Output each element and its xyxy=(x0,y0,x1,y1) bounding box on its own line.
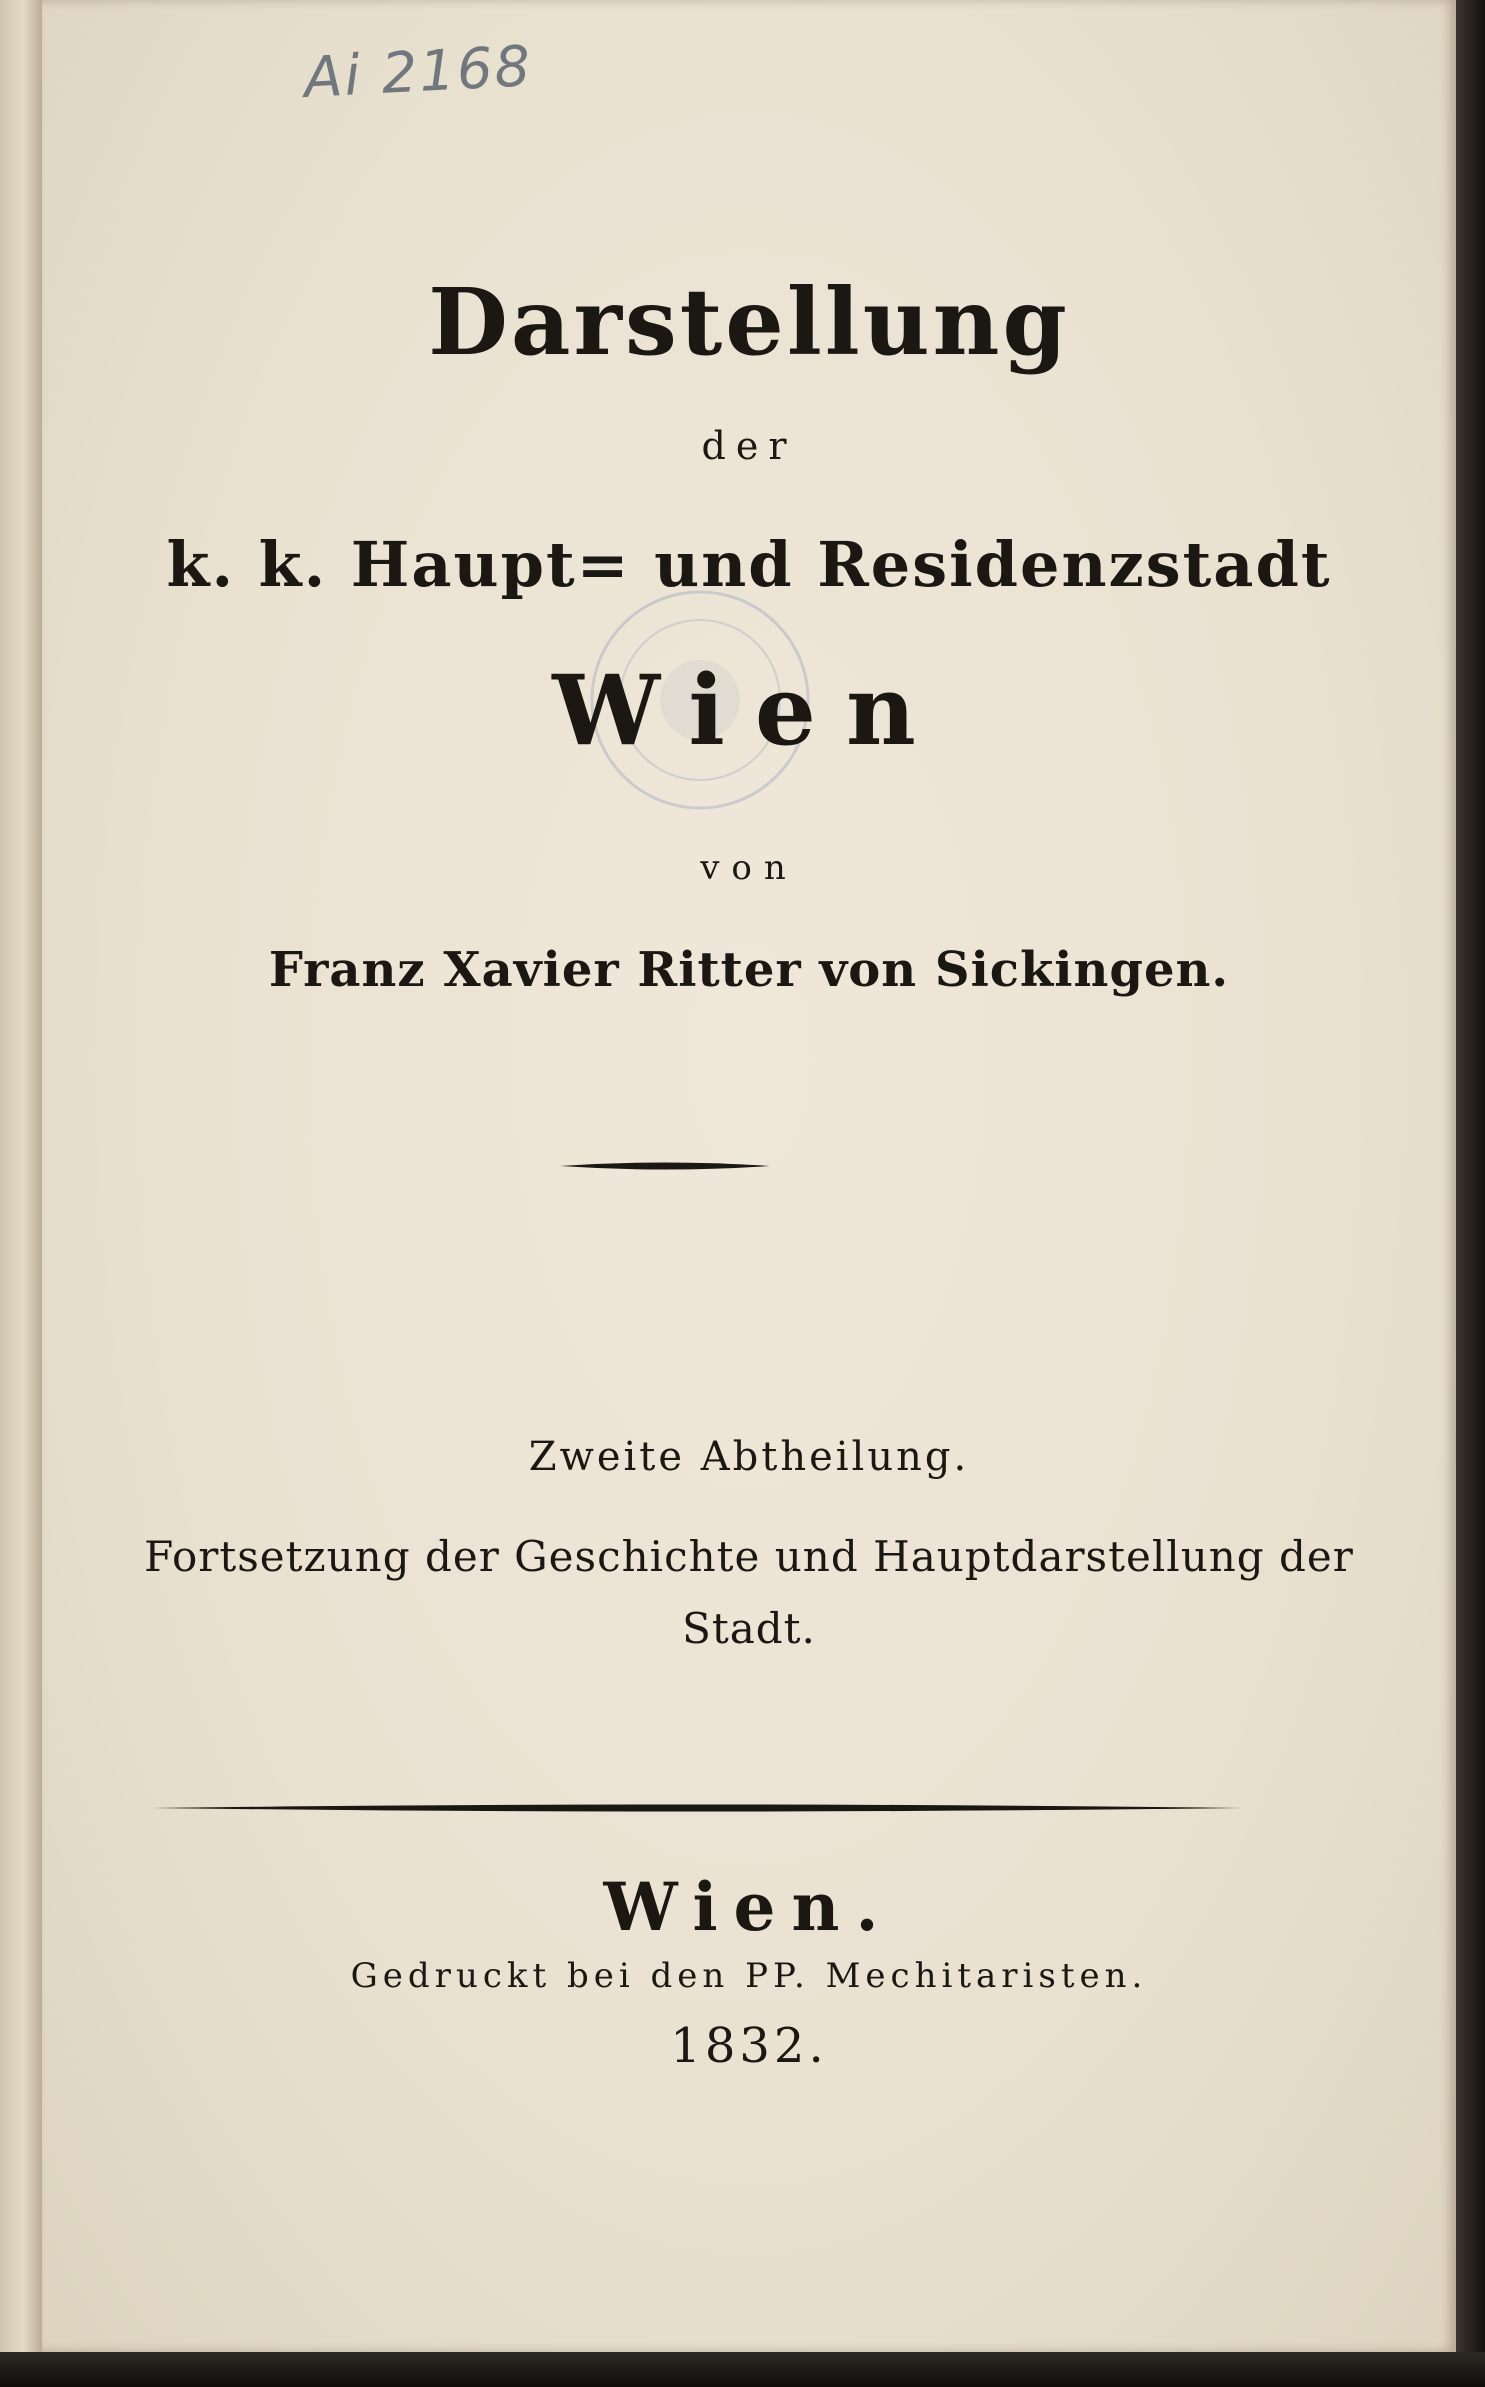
title-der: der xyxy=(701,424,797,468)
rule-divider xyxy=(152,1801,1242,1815)
title-main: Darstellung xyxy=(428,268,1070,376)
subtitle-line-2: Stadt. xyxy=(682,1604,816,1653)
subtitle-line-1: Fortsetzung der Geschichte und Hauptdarstellung der xyxy=(144,1532,1354,1581)
title-city: Wien xyxy=(552,654,946,767)
ornamental-divider xyxy=(560,1161,770,1171)
title-von: von xyxy=(700,848,798,888)
handwritten-shelfmark: Ai 2168 xyxy=(302,34,534,111)
imprint-city: Wien. xyxy=(603,1868,895,1946)
adjacent-page-edge xyxy=(0,0,42,2387)
part-label: Zweite Abtheilung. xyxy=(528,1434,970,1480)
imprint-year: 1832. xyxy=(670,2018,828,2074)
imprint-printer: Gedruckt bei den PP. Mechitaristen. xyxy=(350,1956,1148,1996)
title-page xyxy=(42,0,1456,2352)
author-name: Franz Xavier Ritter von Sickingen. xyxy=(268,942,1230,998)
title-residenzstadt: k. k. Haupt= und Residenzstadt xyxy=(166,528,1332,601)
book-edge-right xyxy=(1456,0,1485,2387)
book-edge-bottom xyxy=(0,2352,1485,2387)
